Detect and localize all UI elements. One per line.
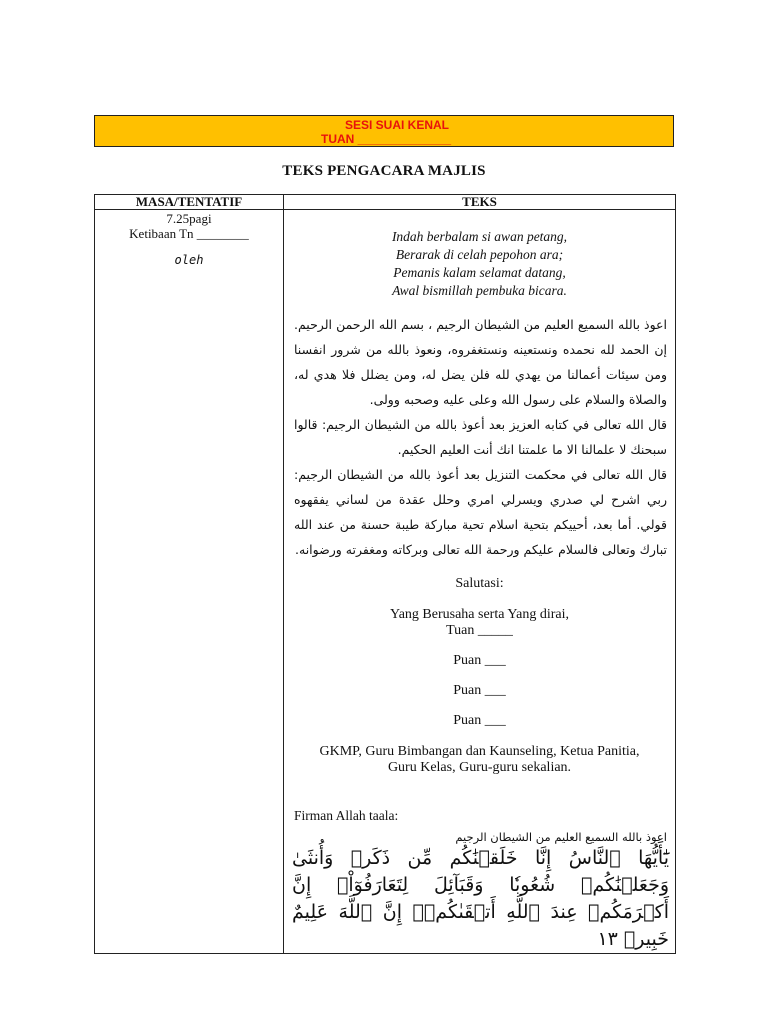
time-text: 7.25pagi	[166, 211, 212, 226]
pantun-line: Berarak di celah pepohon ara;	[395, 247, 564, 262]
banner-tuan-line: TUAN ______________	[321, 132, 452, 146]
table-header-row	[95, 195, 676, 210]
pantun-line: Awal bismillah pembuka bicara.	[392, 283, 567, 298]
audhu-text: اعوذ بالله السميع العليم من الشيطان الرجيم	[455, 830, 667, 844]
header-teks: TEKS	[284, 195, 676, 210]
table-row	[95, 210, 676, 954]
salutasi-label: Salutasi:	[455, 576, 504, 591]
pantun-line: Indah berbalam si awan petang,	[391, 229, 568, 244]
arabic-quran-text-1: قال الله تعالى في كتابه العزيز بعد أعوذ بالله من الشيطان الرجيم: قالوا سبحنك لا علمالنا الا ما علمتنا انك أنت العليم الحكيم.	[294, 417, 667, 457]
header-masa-tentatif: MASA/TENTATIF	[95, 195, 284, 210]
tentatif-cell	[95, 210, 284, 954]
banner-session-title: SESI SUAI KENAL	[345, 118, 450, 132]
program-table	[94, 194, 676, 954]
arrival-text: Ketibaan Tn ________	[129, 226, 249, 241]
session-banner	[94, 115, 674, 147]
arabic-quran-text-2: قال الله تعالى في محكمت التنزيل بعد أعوذ بالله من الشيطان الرجيم: ربي اشرح لي صدري ويسرلي امري وحلل عقدة من لساني يفقهوه قولي. أما بعد، أحييكم بتحية اسلام تحية مباركة طيبة حسنة من عند الله تبارك وتعالى فالسلام عليكم ورحمة الله تعالى وبركاته ومغفرته ورضوانه.	[294, 467, 667, 557]
document-title: TEKS PENGACARA MAJLIS	[282, 163, 486, 179]
teks-cell	[284, 210, 676, 954]
puan-text: Puan ___	[453, 683, 506, 698]
arabic-opening-text: اعوذ بالله السميع العليم من الشيطان الرجيم ، بسم الله الرحمن الرحيم. إن الحمد لله نحمده ونستعينه ونستغفروه، ونعوذ بالله من شرور انفسنا ومن سيئات أعمالنا من يهدي لله فلن يضل له، ومن يضلل فلا هدي له، والصلاة والسلام على رسول الله وعلى عليه وصحبه وولى.	[294, 317, 667, 407]
quran-verse: يَٰٓأَيُّهَا ٱلنَّاسُ إِنَّا خَلَقۡنَٰكُم مِّن ذَكَرٖ وَأُنثَىٰ وَجَعَلۡنَٰكُمۡ شُعُوبٗا وَقَبَآئِلَ لِتَعَارَفُوٓاْۚ إِنَّ أَكۡرَمَكُمۡ عِندَ ٱللَّهِ أَتۡقَىٰكُمۡۚ إِنَّ ٱللَّهَ عَلِيمٌ خَبِيرٞ ١٣	[292, 847, 669, 950]
pantun-block	[284, 228, 675, 300]
puan-text: Puan ___	[453, 653, 506, 668]
pantun-line: Pemanis kalam selamat datang,	[393, 265, 566, 280]
firman-label: Firman Allah taala:	[294, 808, 399, 823]
puan-text: Puan ___	[453, 713, 506, 728]
yang-berusaha-text: Yang Berusaha serta Yang dirai,	[390, 607, 569, 622]
oleh-text: oleh	[174, 253, 204, 267]
gkmp-text: GKMP, Guru Bimbangan dan Kaunseling, Ketua Panitia, Guru Kelas, Guru-guru sekalian.	[319, 744, 640, 775]
tuan-text: Tuan _____	[446, 623, 513, 638]
